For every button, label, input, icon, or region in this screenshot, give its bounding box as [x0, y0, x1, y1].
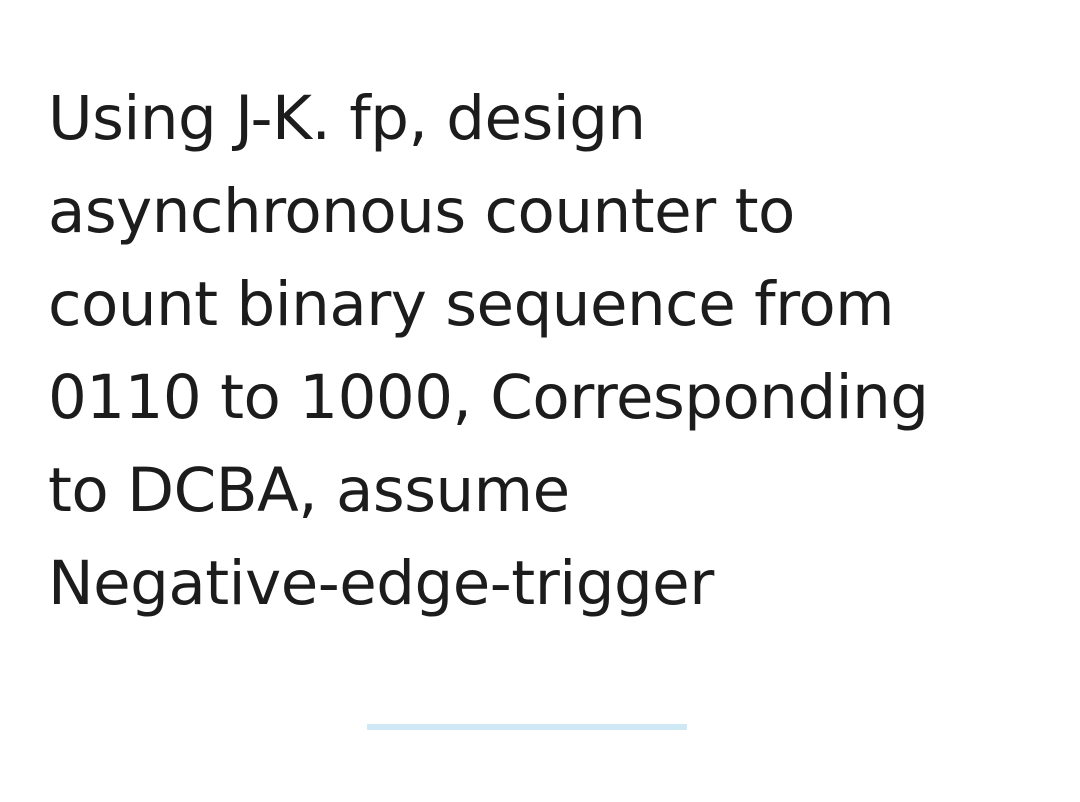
- question-line-6: Negative-edge-trigger: [48, 548, 714, 619]
- question-text: [48, 72, 1058, 630]
- question-line-3: count binary sequence from: [48, 269, 895, 340]
- question-line-4: 0110 to 1000, Corresponding: [48, 362, 929, 433]
- question-line-5: to DCBA, assume: [48, 455, 570, 526]
- progress-bar: [367, 724, 687, 730]
- question-line-1: Using J-K. fp, design: [48, 83, 646, 154]
- progress-bar-fill: [367, 724, 687, 730]
- question-line-2: asynchronous counter to: [48, 176, 795, 247]
